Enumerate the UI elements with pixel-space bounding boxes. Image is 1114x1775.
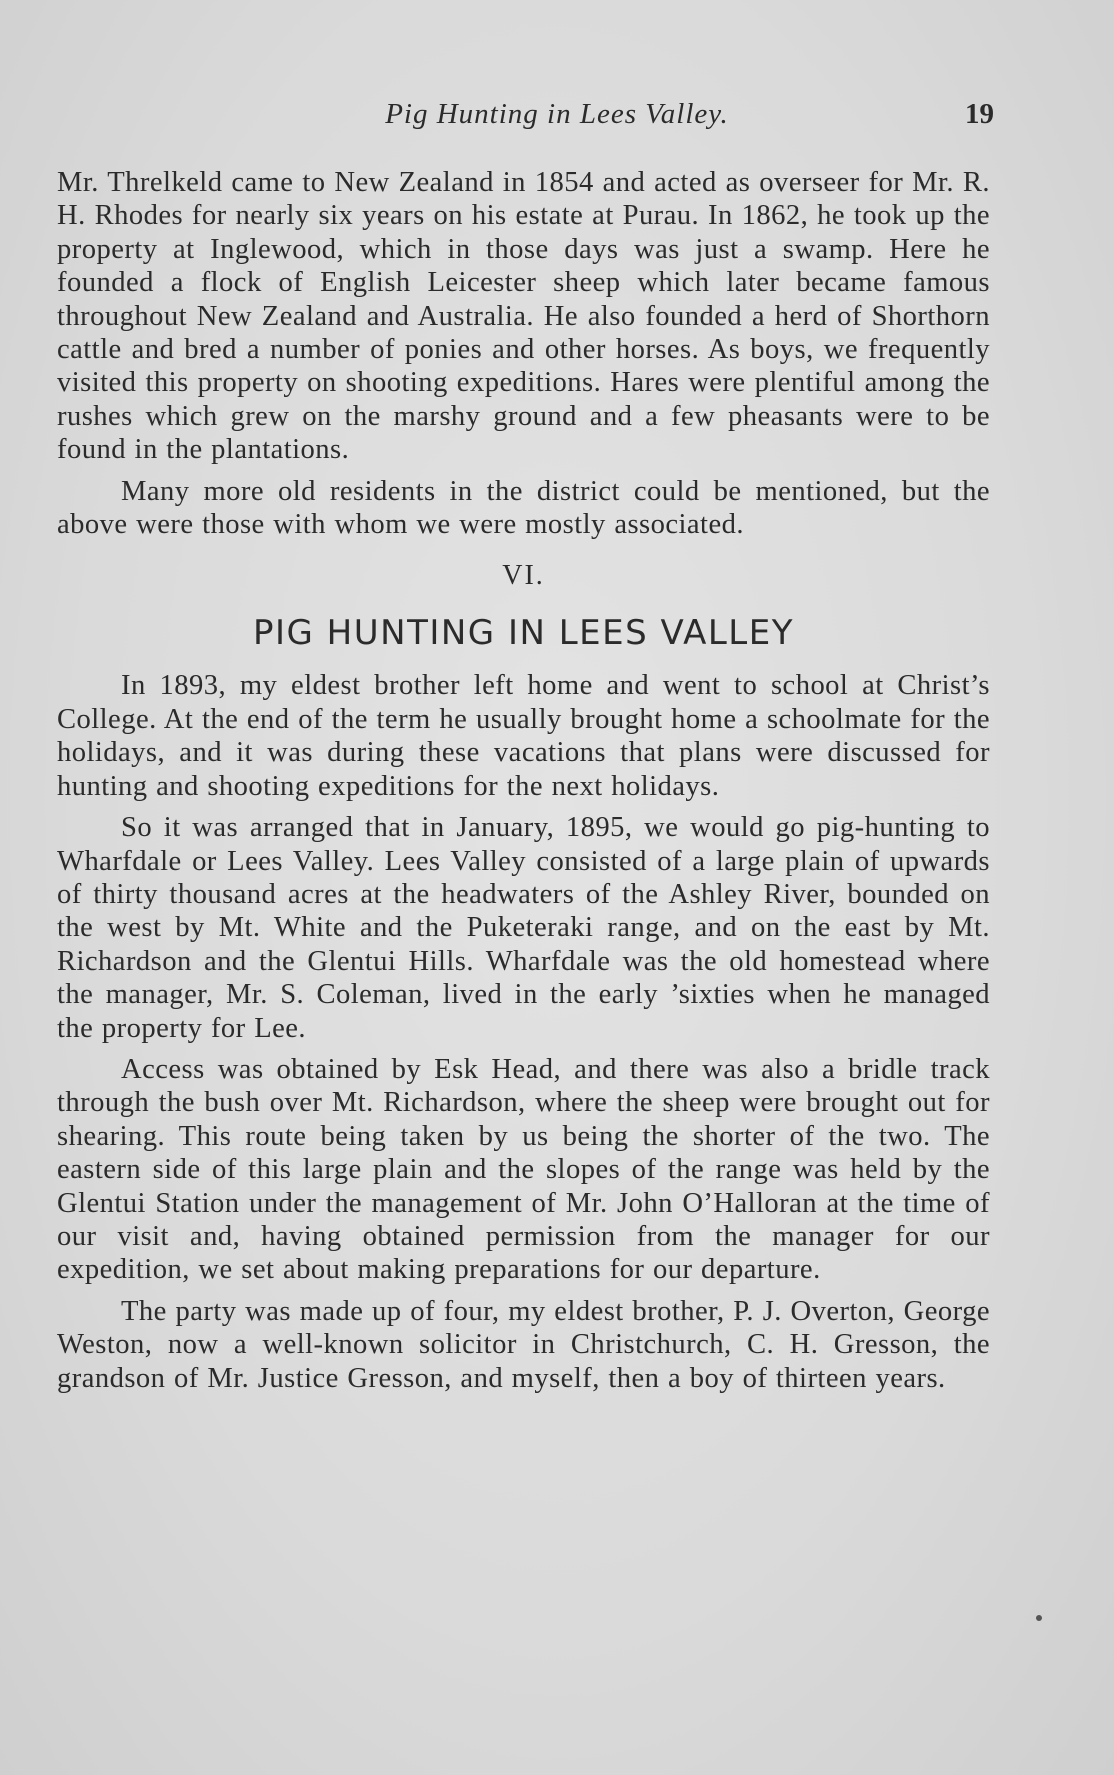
ink-speck — [1036, 1615, 1042, 1621]
chapter-title: PIG HUNTING IN LEES VALLEY — [253, 613, 794, 654]
page-number: 19 — [965, 98, 994, 130]
section-number: VI. — [502, 560, 545, 592]
paragraph: Many more old residents in the district could be mentioned, but the above were those with whom we were mostly associated. — [57, 475, 990, 541]
paragraph: In 1893, my eldest brother left home and went to school at Christ’s College. At the end of the term he usually brought home a schoolmate for the holidays, and it was during these vacations that plans were discussed for hunting and shooting expeditions for the next holidays. — [57, 670, 990, 802]
paragraph: So it was arranged that in January, 1895, we would go pig-hunting to Wharfdale or Lees Valley. Lees Valley consisted of a large plain of upwards of thirty thousand acres at the headwaters of the Ashley River, bounded on the west by Mt. White and the Puketeraki range, and on the east by Mt. Richardson and the Glentui Hills. Wharfdale was the old homestead where the manager, Mr. S. Coleman, lived in the early ’sixties when he managed the property for Lee. — [57, 812, 990, 1044]
body-text — [57, 166, 990, 1395]
running-title: Pig Hunting in Lees Valley. — [385, 98, 729, 130]
paragraph: Access was obtained by Esk Head, and there was also a bridle track through the bush over Mt. Richardson, where the sheep were brought out for shearing. This route being taken by us being the shorter of the two. The eastern side of this large plain and the slopes of the range was held by the Glentui Station under the management of Mr. John O’Halloran at the time of our visit and, having obtained permission from the manager for our expedition, we set about making preparations for our departure. — [57, 1053, 990, 1286]
running-header — [0, 98, 1114, 138]
paragraph: The party was made up of four, my eldest brother, P. J. Overton, George Weston, now a well-known solicitor in Christchurch, C. H. Gresson, the grandson of Mr. Justice Gresson, and myself, then a boy of thirteen years. — [57, 1295, 990, 1394]
paragraph: Mr. Threlkeld came to New Zealand in 1854 and acted as overseer for Mr. R. H. Rhodes for nearly six years on his estate at Purau. In 1862, he took up the property at Inglewood, which in those days was just a swamp. Here he founded a flock of English Leicester sheep which later became famous throughout New Zealand and Australia. He also founded a herd of Shorthorn cattle and bred a number of ponies and other horses. As boys, we frequently visited this property on shooting expeditions. Hares were plentiful among the rushes which grew on the marshy ground and a few pheasants were to be found in the plantations. — [57, 167, 990, 466]
